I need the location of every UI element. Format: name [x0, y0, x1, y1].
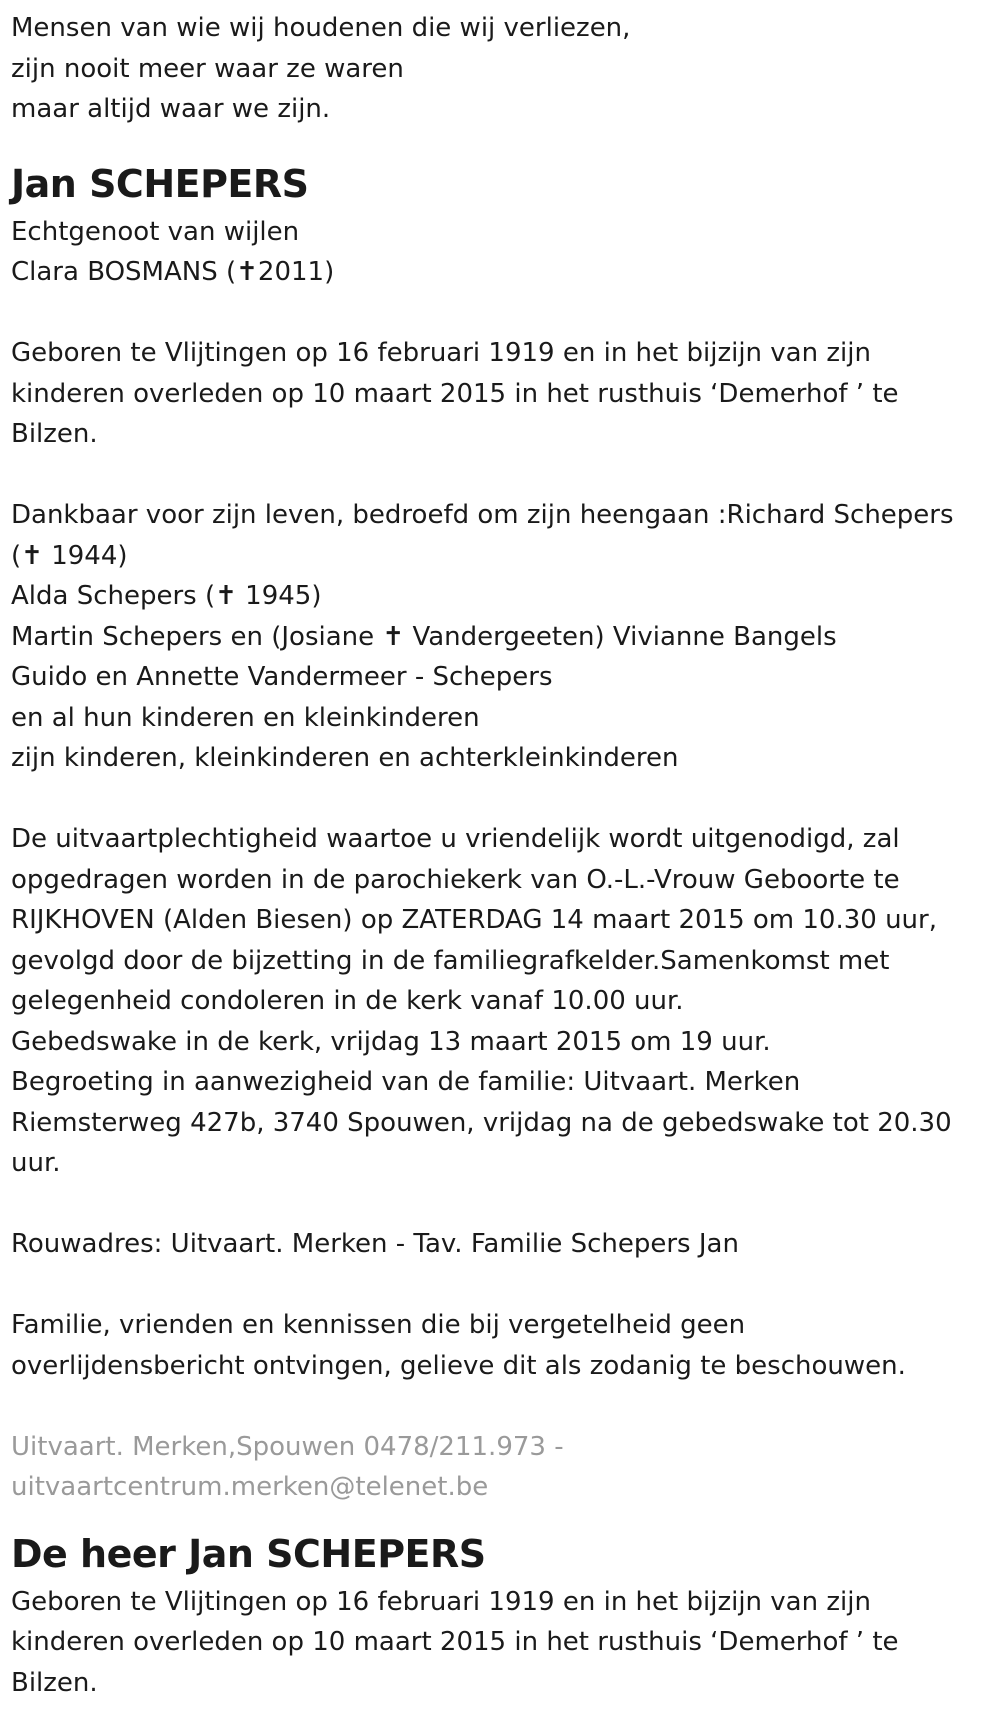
- ceremony-line: opgedragen worden in de parochiekerk van O.-L.-Vrouw Geboorte te: [11, 864, 900, 895]
- ceremony-line: RIJKHOVEN (Alden Biesen) op ZATERDAG 14 maart 2015 om 10.30 uur,: [11, 905, 937, 935]
- paragraph-line: kinderen overleden op 10 maart 2015 in het rusthuis ‘Demerhof ’ te: [11, 1627, 899, 1657]
- spouse-info: [11, 212, 989, 293]
- spouse-line: Echtgenoot van wijlen: [11, 216, 300, 247]
- poem-line: maar altijd waar we zijn.: [11, 94, 331, 124]
- deceased-name-heading: Jan SCHEPERS: [11, 161, 309, 206]
- notice-line: Familie, vrienden en kennissen die bij vergetelheid geen: [11, 1310, 746, 1340]
- ceremony-line: Riemsterweg 427b, 3740 Spouwen, vrijdag na de gebedswake tot 20.30: [11, 1107, 952, 1138]
- ceremony-line: gelegenheid condoleren in de kerk vanaf 10.00 uur.: [11, 986, 684, 1016]
- paragraph-line: kinderen overleden op 10 maart 2015 in het rusthuis ‘Demerhof ’ te: [11, 378, 899, 409]
- notice-paragraph: [11, 1305, 989, 1386]
- mourner-line: (✝ 1944): [11, 540, 128, 571]
- ceremony-line: uur.: [11, 1148, 61, 1178]
- birth-death-paragraph: [11, 333, 989, 455]
- poem: [11, 8, 989, 130]
- mourner-line: Martin Schepers en (Josiane ✝ Vandergeeten) Vivianne Bangels: [11, 621, 837, 652]
- paragraph-line: Bilzen.: [11, 419, 98, 449]
- mourner-line: Guido en Annette Vandermeer - Schepers: [11, 662, 553, 692]
- mourner-line: en al hun kinderen en kleinkinderen: [11, 702, 480, 733]
- poem-line: zijn nooit meer waar ze waren: [11, 53, 404, 84]
- paragraph-line: Geboren te Vlijtingen op 16 februari 1919 en in het bijzijn van zijn: [11, 1586, 871, 1617]
- ceremony-line: De uitvaartplechtigheid waartoe u vriendelijk wordt uitgenodigd, zal: [11, 824, 900, 854]
- ceremony-line: Begroeting in aanwezigheid van de familie: Uitvaart. Merken: [11, 1067, 801, 1097]
- mourner-line: Alda Schepers (✝ 1945): [11, 581, 322, 611]
- ceremony-paragraph: [11, 819, 989, 1184]
- funeral-home-contact: [11, 1427, 989, 1508]
- paragraph-line: Geboren te Vlijtingen op 16 februari 1919 en in het bijzijn van zijn: [11, 338, 871, 368]
- mourners-list: [11, 495, 989, 779]
- paragraph-line: Bilzen.: [11, 1667, 98, 1698]
- funeral-home-line: Uitvaart. Merken,Spouwen 0478/211.973 -: [11, 1431, 564, 1462]
- mourner-line: Dankbaar voor zijn leven, bedroefd om zijn heengaan :Richard Schepers: [11, 500, 954, 530]
- second-birth-death-paragraph: [11, 1582, 989, 1704]
- spouse-line: Clara BOSMANS (✝2011): [11, 257, 335, 287]
- mourning-address: Rouwadres: Uitvaart. Merken - Tav. Familie Schepers Jan: [11, 1229, 739, 1259]
- notice-line: overlijdensbericht ontvingen, gelieve dit als zodanig te beschouwen.: [11, 1350, 906, 1381]
- funeral-home-email: uitvaartcentrum.merken@telenet.be: [11, 1472, 489, 1502]
- mourner-line: zijn kinderen, kleinkinderen en achterkleinkinderen: [11, 743, 679, 773]
- second-name-heading: De heer Jan SCHEPERS: [11, 1531, 486, 1576]
- ceremony-line: Gebedswake in de kerk, vrijdag 13 maart 2015 om 19 uur.: [11, 1026, 771, 1057]
- ceremony-line: gevolgd door de bijzetting in de familiegrafkelder.Samenkomst met: [11, 945, 890, 976]
- poem-line: Mensen van wie wij houdenen die wij verliezen,: [11, 13, 631, 43]
